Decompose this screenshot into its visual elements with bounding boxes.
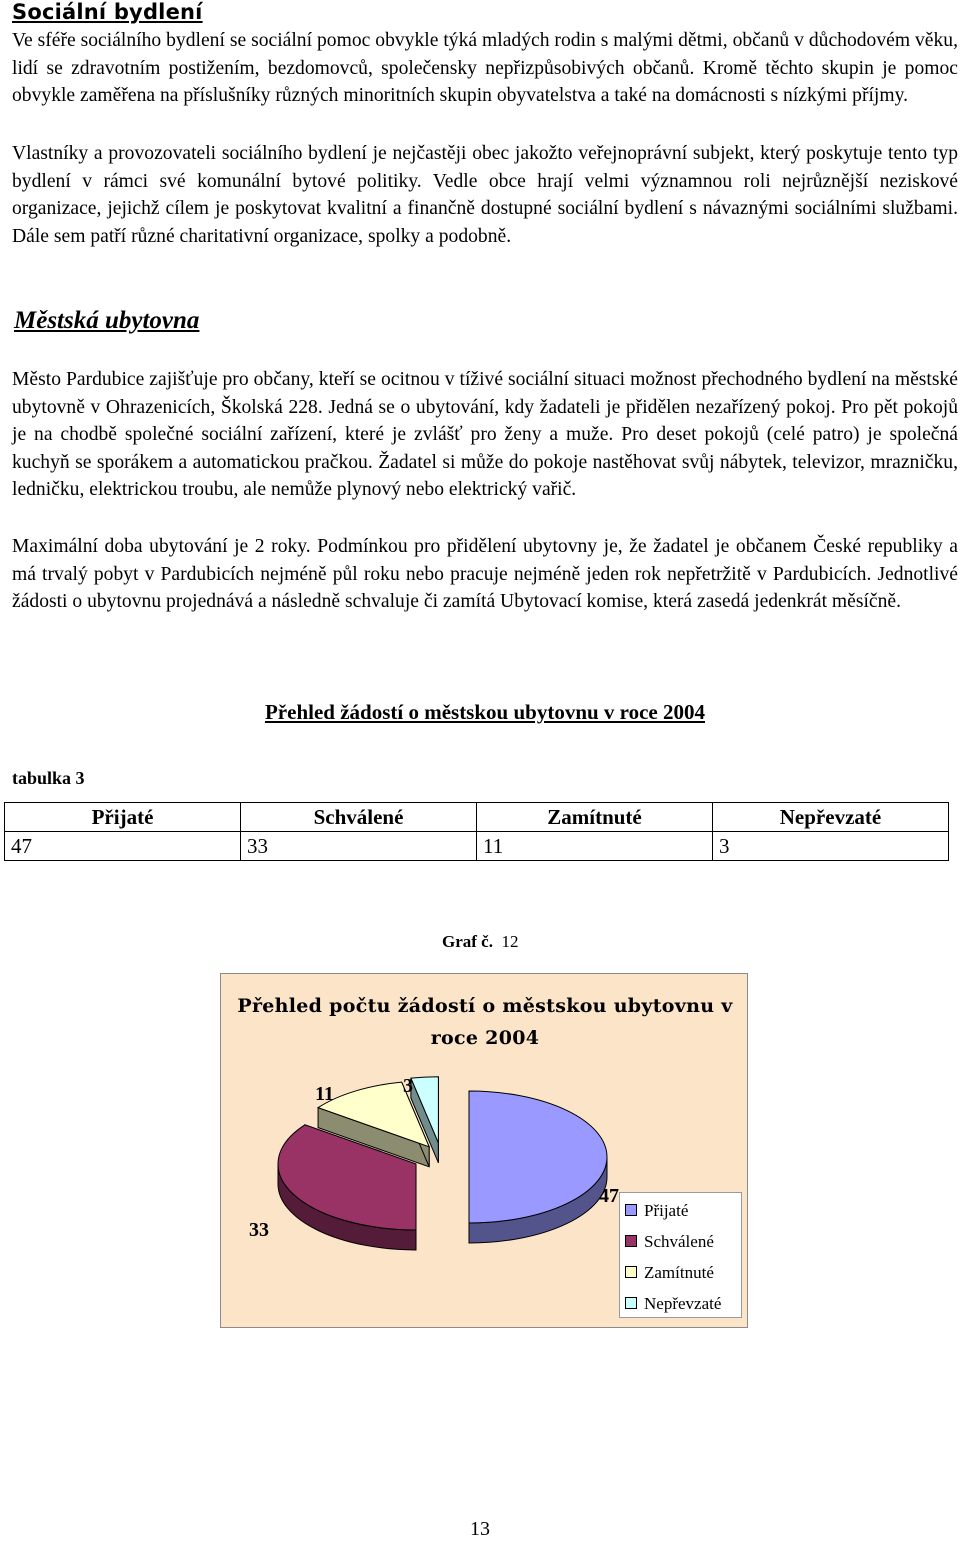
- chart-title: Přehled počtu žádostí o městskou ubytovnu v roce 2004: [237, 995, 733, 1049]
- graph-caption: [442, 932, 518, 952]
- legend-swatch: [625, 1266, 637, 1278]
- graph-caption-number: 12: [501, 932, 519, 951]
- legend-label: Nepřevzaté: [644, 1294, 722, 1313]
- table-header: Přijaté: [5, 803, 241, 832]
- table-header: Schválené: [241, 803, 477, 832]
- table-header: Zamítnuté: [477, 803, 713, 832]
- legend-label: Přijaté: [644, 1201, 689, 1220]
- heading-social-housing: Sociální bydlení: [12, 0, 203, 24]
- pie-data-label: 11: [315, 1083, 334, 1105]
- table-header: Nepřevzaté: [713, 803, 949, 832]
- legend-label: Schválené: [644, 1232, 714, 1251]
- heading-city-hostel: Městská ubytovna: [14, 307, 200, 334]
- legend-swatch: [625, 1297, 637, 1309]
- graph-caption-prefix: Graf č.: [442, 932, 493, 951]
- table-title: Přehled žádostí o městskou ubytovnu v roce 2004: [264, 700, 706, 724]
- table-cell: 47: [5, 832, 241, 861]
- legend-item: [625, 1232, 714, 1252]
- paragraph-social-groups: Ve sféře sociálního bydlení se sociální pomoc obvykle týká mladých rodin s malými dětmi, občanů v důchodovém věku, lidí se zdravotním postižením, bezdomovců, společensky nepřizpůsobivých občanů. Kromě těchto skupin je pomoc obvykle zaměřena na příslušníky různých minoritních skupin obyvatelstva a také na domácnosti s nízkými příjmy.: [12, 30, 958, 107]
- paragraph-hostel-conditions: Maximální doba ubytování je 2 roky. Podmínkou pro přidělení ubytovny je, že žadatel je občanem České republiky a má trvalý pobyt v Pardubicích nejméně půl roku nebo pracuje nejméně jeden rok nepřetržitě v Pardubicích. Jednotlivé žádosti o ubytovnu projednává a následně schvaluje či zamítá Ubytovací komise, která zasedá jedenkrát měsíčně.: [12, 536, 958, 613]
- table-cell: 3: [713, 832, 949, 861]
- legend-swatch: [625, 1204, 637, 1216]
- legend-item: [625, 1201, 688, 1221]
- requests-table: [4, 802, 949, 861]
- paragraph-owners: Vlastníky a provozovateli sociálního bydlení je nejčastěji obec jakožto veřejnoprávní subjekt, který poskytuje tento typ bydlení v rámci své komunální bytové politiky. Vedle obce hrají velmi významnou roli nejrůznější neziskové organizace, jejichž cílem je poskytovat kvalitní a finančně dostupné sociální bydlení s návaznými sociálními službami. Dále sem patří různé charitativní organizace, spolky a podobně.: [12, 143, 958, 247]
- table-row: [5, 832, 949, 861]
- legend-item: [625, 1294, 721, 1314]
- chart-legend: [619, 1192, 742, 1318]
- table-cell: 11: [477, 832, 713, 861]
- page-number: 13: [470, 1518, 490, 1540]
- pie-chart: [220, 973, 748, 1328]
- paragraph-hostel-description: Město Pardubice zajišťuje pro občany, kteří se ocitnou v tíživé sociální situaci možnost přechodného bydlení na městské ubytovně v Ohrazenicích, Školská 228. Jedná se o ubytování, kdy žadateli je přidělen nezařízený pokoj. Pro pět pokojů je na chodbě společné sociální zařízení, které je zvlášť pro ženy a muže. Pro deset pokojů (celé patro) je společná kuchyň se sporákem a automatickou pračkou. Žadatel si může do pokoje nastěhovat svůj nábytek, televizor, mrazničku, ledničku, elektrickou troubu, ale nemůže plynový nebo elektrický vařič.: [12, 369, 958, 501]
- table-label: tabulka 3: [12, 768, 85, 788]
- legend-label: Zamítnuté: [644, 1263, 714, 1282]
- pie-data-label: 3: [403, 1075, 413, 1097]
- legend-item: [625, 1263, 714, 1283]
- table-cell: 33: [241, 832, 477, 861]
- legend-swatch: [625, 1235, 637, 1247]
- table-header-row: [5, 803, 949, 832]
- pie-data-label: 47: [599, 1185, 619, 1207]
- pie-data-label: 33: [249, 1219, 269, 1241]
